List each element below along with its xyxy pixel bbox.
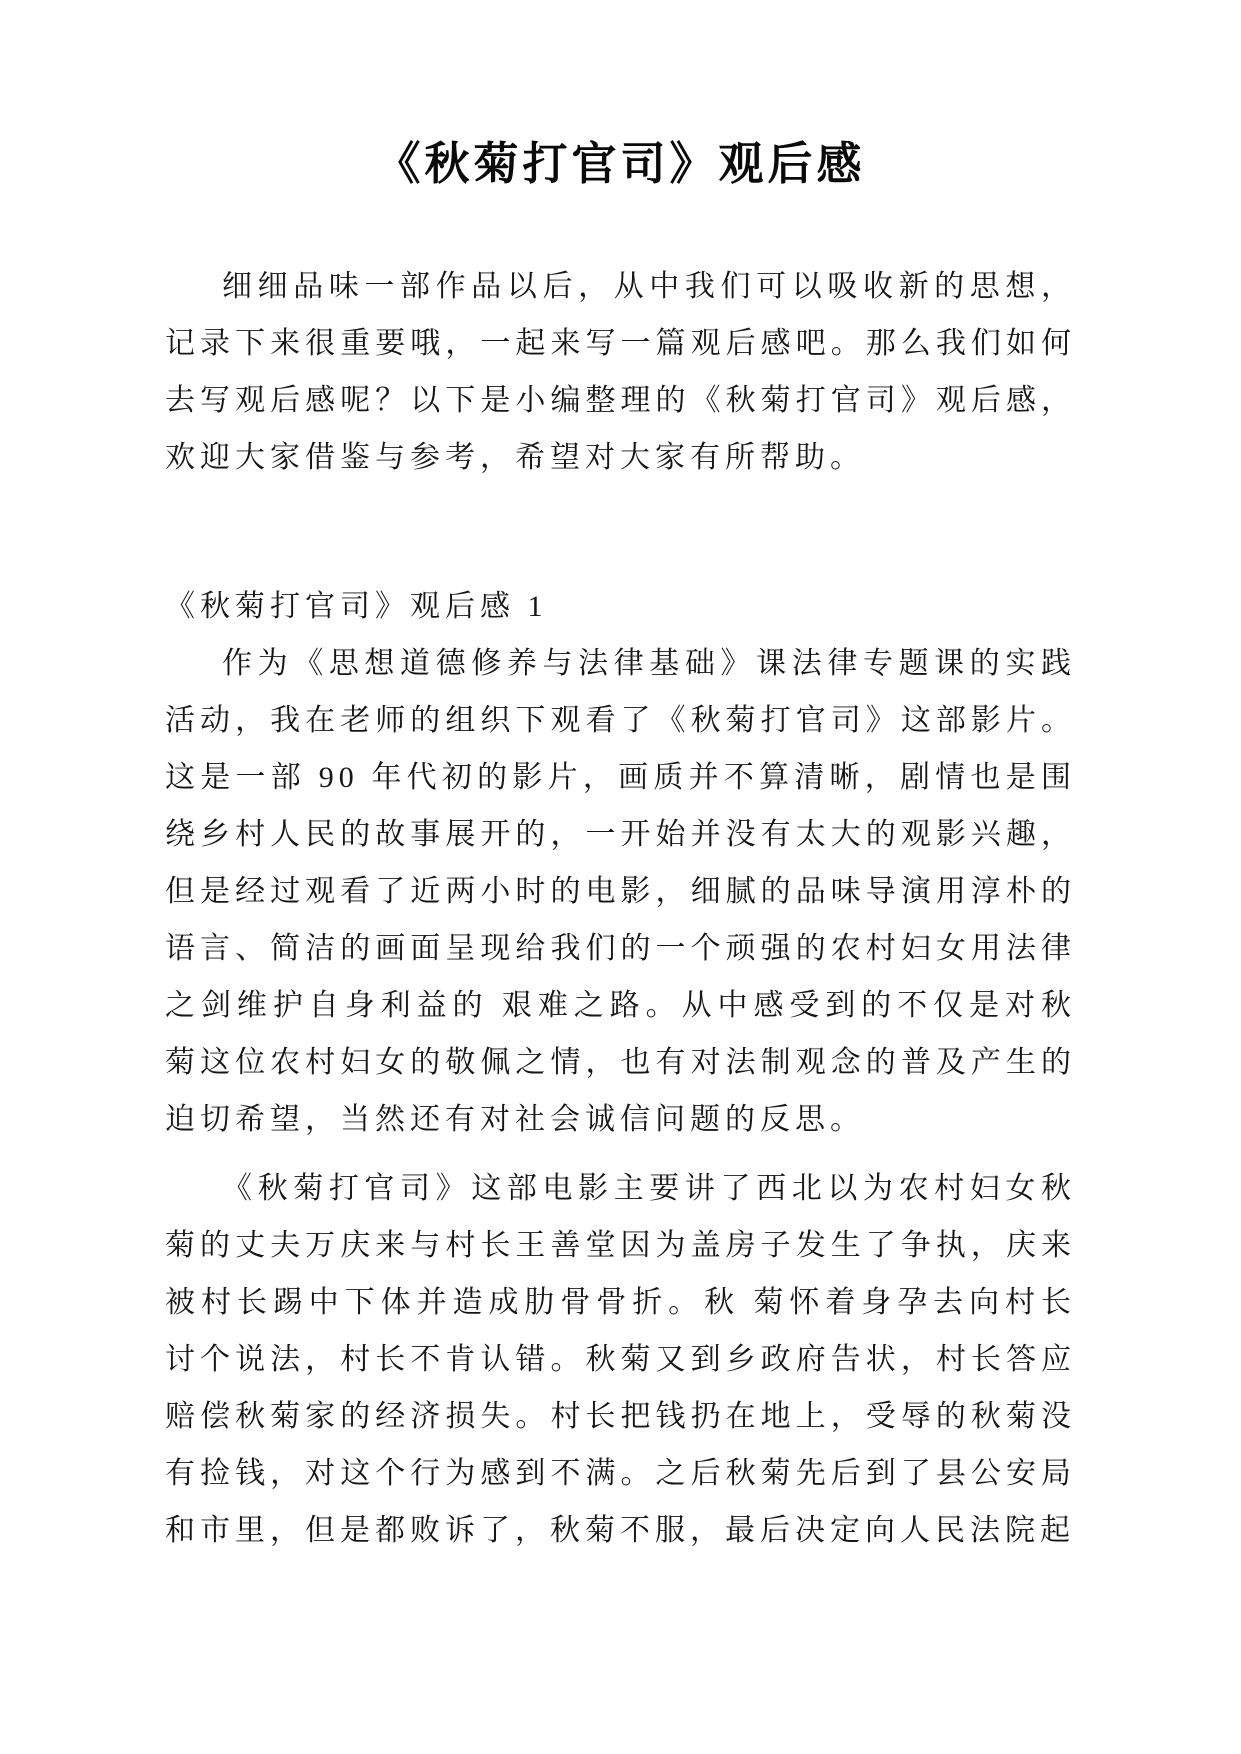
section-heading: 《秋菊打官司》观后感 1 bbox=[165, 590, 548, 623]
document-title: 《秋菊打官司》观后感 bbox=[375, 139, 866, 189]
intro-paragraph: 细细品味一部作品以后，从中我们可以吸收新的思想，记录下来很重要哦，一起来写一篇观后感吧。那么我们如何去写观后感呢？以下是小编整理的《秋菊打官司》观后感，欢迎大家借鉴与参考，希望对大家有所帮助。 bbox=[165, 270, 1076, 474]
body-paragraph-2: 《秋菊打官司》这部电影主要讲了西北以为农村妇女秋菊的丈夫万庆来与村长王善堂因为盖房子发生了争执，庆来被村长踢中下体并造成肋骨骨折。秋 菊怀着身孕去向村长讨个说法，村长不肯认错。秋菊又到乡政府告状，村长答应赔偿秋菊家的经济损失。村长把钱扔在地上，受辱的秋菊没有捡钱，对这个行为感到不满。之后秋菊先后到了县公安局和市里，但是都败诉了，秋菊不服，最后决定向人民法院起 bbox=[165, 1172, 1076, 1547]
body-paragraph-1: 作为《思想道德修养与法律基础》课法律专题课的实践活动，我在老师的组织下观看了《秋菊打官司》这部影片。这是一部 90 年代初的影片，画质并不算清晰，剧情也是围绕乡村人民的故事展开的，一开始并没有太大的观影兴趣，但是经过观看了近两小时的电影，细腻的品味导演用淳朴的语言、简洁的画面呈现给我们的一个顽强的农村妇女用法律之剑维护自身利益的 艰难之路。从中感受到的不仅是对秋菊这位农村妇女的敬佩之情，也有对法制观念的普及产生的迫切希望，当然还有对社会诚信问题的反思。 bbox=[165, 647, 1076, 1136]
